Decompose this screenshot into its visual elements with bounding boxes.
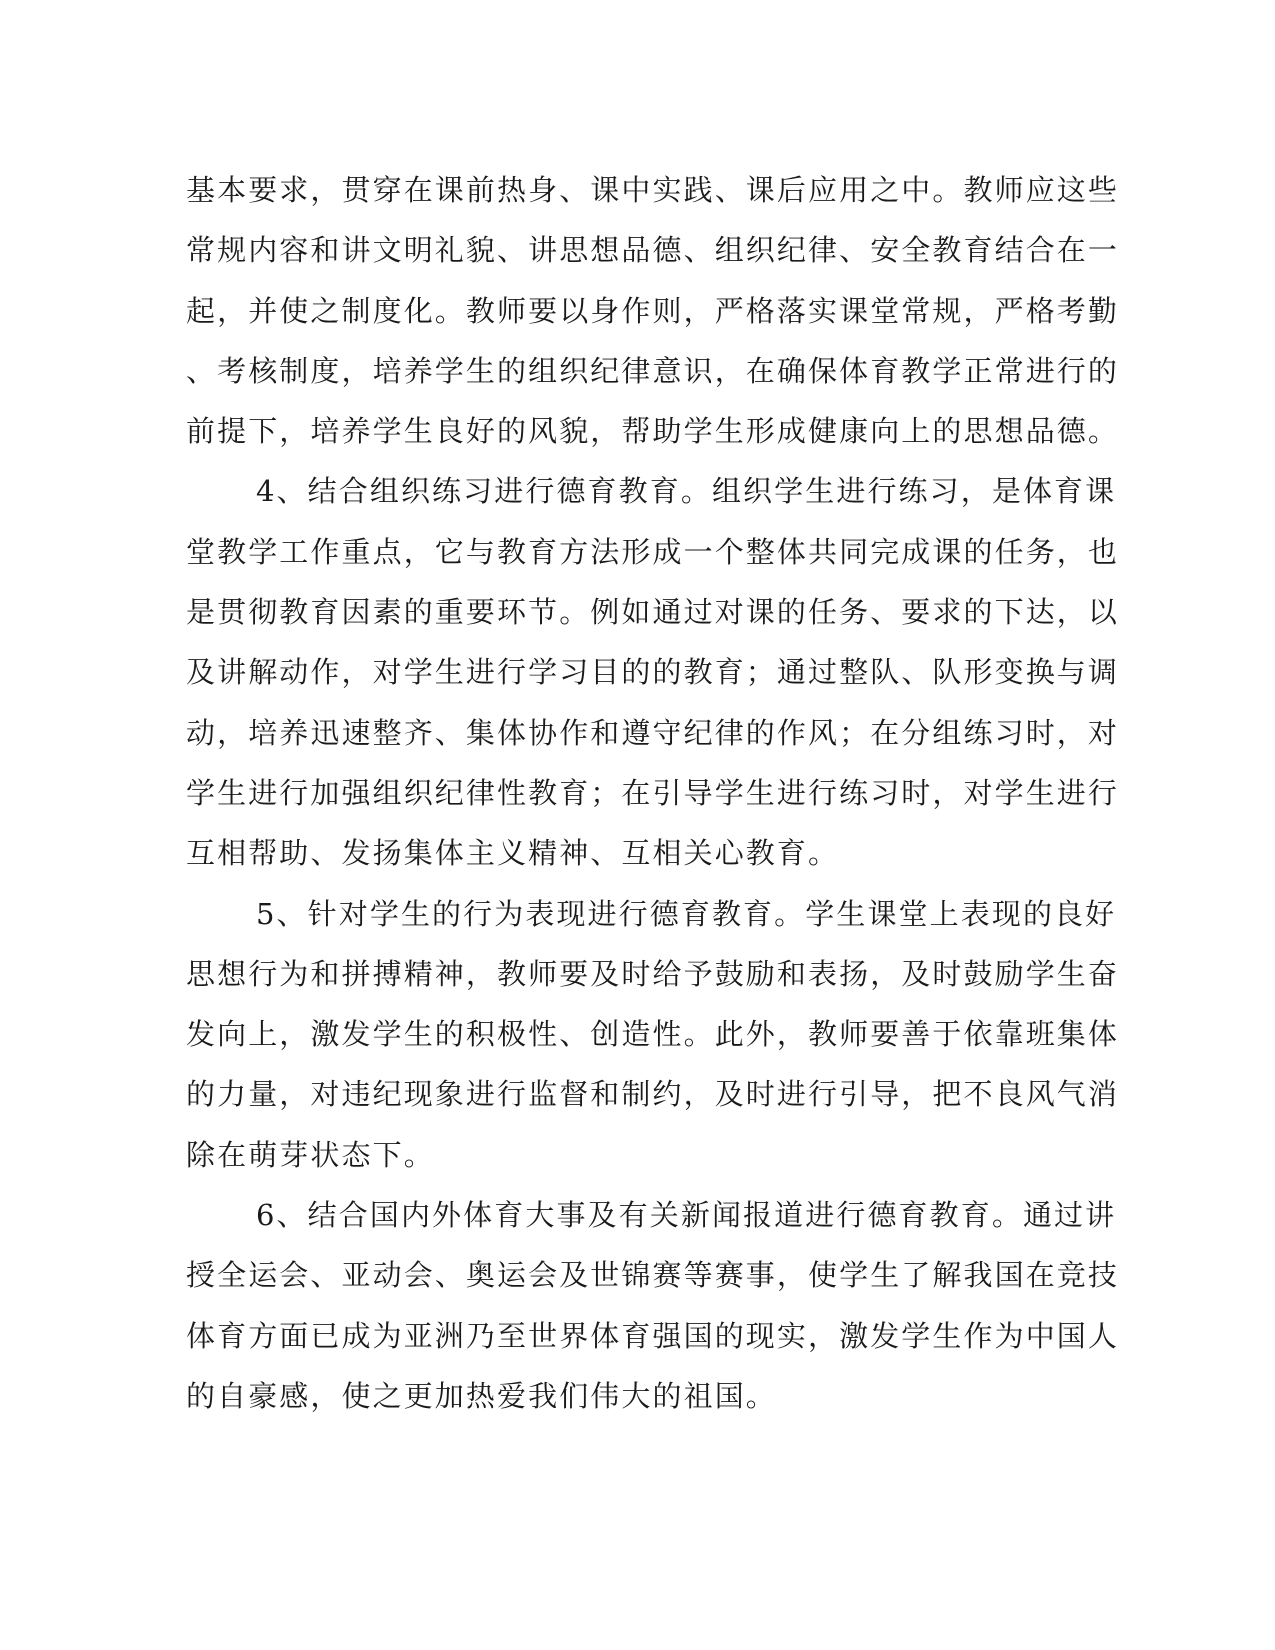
text-line: 体育方面已成为亚洲乃至世界体育强国的现实，激发学生作为中国人 (186, 1318, 1120, 1353)
paragraph-4-first-line: 4、结合组织练习进行德育教育。组织学生进行练习，是体育课 (256, 474, 1117, 509)
text-line: 常规内容和讲文明礼貌、讲思想品德、组织纪律、安全教育结合在一 (186, 233, 1120, 268)
text-line: 授全运会、亚动会、奥运会及世锦赛等赛事，使学生了解我国在竞技 (186, 1258, 1120, 1293)
text-line: 互相帮助、发扬集体主义精神、互相关心教育。 (186, 836, 840, 871)
text-line: 起，并使之制度化。教师要以身作则，严格落实课堂常规，严格考勤 (186, 293, 1120, 328)
text-line: 发向上，激发学生的积极性、创造性。此外，教师要善于依靠班集体 (186, 1017, 1120, 1052)
text-line: 动，培养迅速整齐、集体协作和遵守纪律的作风；在分组练习时，对 (186, 715, 1120, 750)
text-line: 学生进行加强组织纪律性教育；在引导学生进行练习时，对学生进行 (186, 775, 1120, 810)
document-body-text (186, 160, 1120, 1426)
text-line: 、考核制度，培养学生的组织纪律意识，在确保体育教学正常进行的 (186, 353, 1120, 388)
text-line: 前提下，培养学生良好的风貌，帮助学生形成健康向上的思想品德。 (186, 414, 1120, 449)
text-line: 基本要求，贯穿在课前热身、课中实践、课后应用之中。教师应这些 (186, 173, 1120, 207)
paragraph-6-first-line: 6、结合国内外体育大事及有关新闻报道进行德育教育。通过讲 (256, 1198, 1117, 1233)
text-line: 思想行为和拼搏精神，教师要及时给予鼓励和表扬，及时鼓励学生奋 (186, 956, 1120, 991)
text-line: 的自豪感，使之更加热爱我们伟大的祖国。 (186, 1378, 777, 1413)
text-line: 除在萌芽状态下。 (186, 1137, 435, 1172)
paragraph-5-first-line: 5、针对学生的行为表现进行德育教育。学生课堂上表现的良好 (256, 896, 1117, 931)
text-line: 及讲解动作，对学生进行学习目的的教育；通过整队、队形变换与调 (186, 655, 1120, 690)
text-line: 的力量，对违纪现象进行监督和制约，及时进行引导，把不良风气消 (186, 1077, 1120, 1112)
text-line: 是贯彻教育因素的重要环节。例如通过对课的任务、要求的下达，以 (186, 595, 1120, 630)
text-line: 堂教学工作重点，它与教育方法形成一个整体共同完成课的任务，也 (186, 534, 1120, 569)
